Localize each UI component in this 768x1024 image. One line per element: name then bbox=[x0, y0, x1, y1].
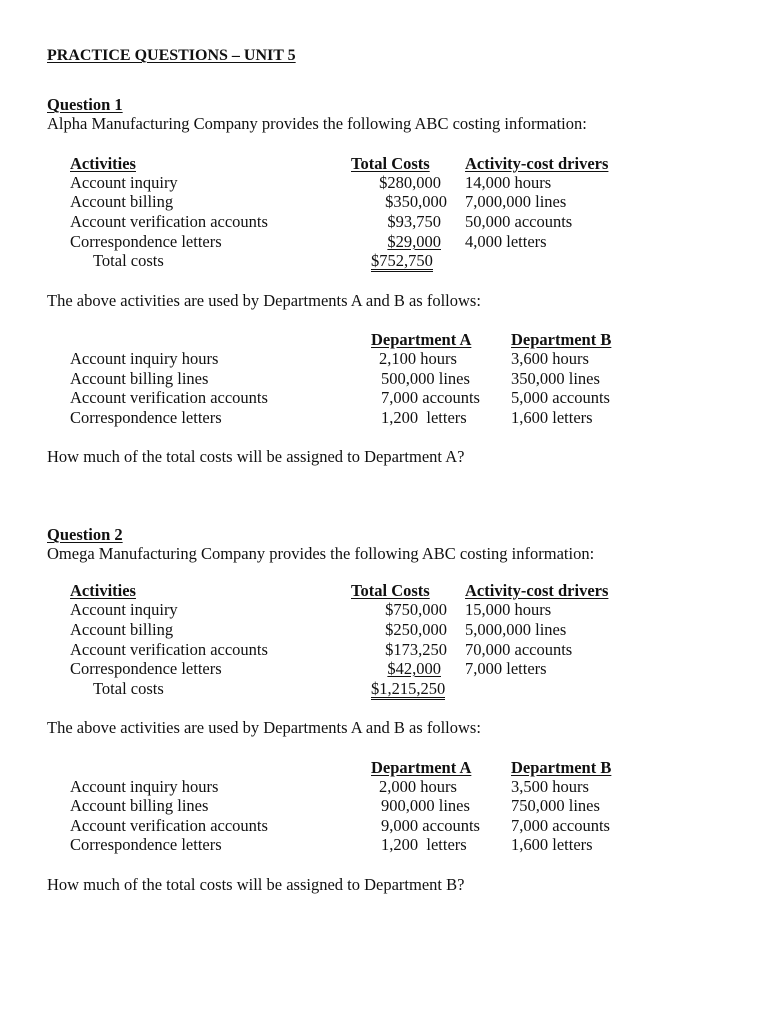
question-heading: Question 1 bbox=[47, 95, 123, 114]
usage-label: Account inquiry hours bbox=[70, 777, 219, 796]
total-costs-label: Total costs bbox=[93, 679, 164, 698]
department-b-value: 3,500 hours bbox=[511, 777, 589, 796]
question-heading: Question 2 bbox=[47, 525, 123, 544]
activities-header: Activities bbox=[70, 581, 136, 600]
activity-label: Account inquiry bbox=[70, 600, 178, 619]
driver-value: 14,000 hours bbox=[465, 173, 552, 192]
total-cost-value: $752,750 bbox=[371, 251, 433, 270]
driver-value: 4,000 letters bbox=[465, 232, 547, 251]
department-a-value: 500,000 lines bbox=[381, 369, 470, 388]
cost-value: $29,000 bbox=[387, 232, 441, 251]
activity-label: Account billing bbox=[70, 620, 174, 639]
activity-label: Correspondence letters bbox=[70, 659, 222, 678]
usage-intro: The above activities are used by Departments A and B as follows: bbox=[47, 291, 481, 310]
driver-value: 50,000 accounts bbox=[465, 212, 573, 231]
usage-label: Account billing lines bbox=[70, 369, 209, 388]
department-a-value: 9,000 accounts bbox=[381, 816, 480, 835]
department-b-value: 1,600 letters bbox=[511, 408, 593, 427]
driver-value: 70,000 accounts bbox=[465, 640, 573, 659]
activity-label: Account billing bbox=[70, 192, 174, 211]
department-a-header: Department A bbox=[371, 330, 472, 349]
activities-header: Activities bbox=[70, 154, 136, 173]
department-a-value: 2,000 hours bbox=[379, 777, 457, 796]
question-prompt: How much of the total costs will be assigned to Department A? bbox=[47, 447, 465, 466]
usage-label: Correspondence letters bbox=[70, 408, 222, 427]
total-costs-header: Total Costs bbox=[351, 154, 430, 173]
usage-label: Account verification accounts bbox=[70, 816, 268, 835]
department-b-value: 7,000 accounts bbox=[511, 816, 610, 835]
department-b-value: 3,600 hours bbox=[511, 349, 589, 368]
activity-label: Account verification accounts bbox=[70, 640, 268, 659]
activity-label: Account verification accounts bbox=[70, 212, 268, 231]
question-prompt: How much of the total costs will be assigned to Department B? bbox=[47, 875, 465, 894]
cost-value: $250,000 bbox=[385, 620, 447, 639]
driver-value: 7,000 letters bbox=[465, 659, 547, 678]
department-b-value: 1,600 letters bbox=[511, 835, 593, 854]
department-a-value: 1,200 letters bbox=[381, 835, 467, 854]
cost-value: $93,750 bbox=[387, 212, 441, 231]
usage-label: Correspondence letters bbox=[70, 835, 222, 854]
cost-value: $750,000 bbox=[385, 600, 447, 619]
department-a-value: 1,200 letters bbox=[381, 408, 467, 427]
page-title: PRACTICE QUESTIONS – UNIT 5 bbox=[47, 47, 296, 64]
activity-label: Account inquiry bbox=[70, 173, 178, 192]
department-a-value: 900,000 lines bbox=[381, 796, 470, 815]
department-b-value: 5,000 accounts bbox=[511, 388, 610, 407]
usage-label: Account verification accounts bbox=[70, 388, 268, 407]
cost-value: $350,000 bbox=[385, 192, 447, 211]
department-b-header: Department B bbox=[511, 330, 612, 349]
department-a-value: 7,000 accounts bbox=[381, 388, 480, 407]
driver-value: 5,000,000 lines bbox=[465, 620, 567, 639]
total-cost-value: $1,215,250 bbox=[371, 679, 446, 698]
department-b-value: 750,000 lines bbox=[511, 796, 600, 815]
usage-label: Account inquiry hours bbox=[70, 349, 219, 368]
department-a-value: 2,100 hours bbox=[379, 349, 457, 368]
department-b-header: Department B bbox=[511, 758, 612, 777]
total-costs-label: Total costs bbox=[93, 251, 164, 270]
question-intro: Omega Manufacturing Company provides the following ABC costing information: bbox=[47, 544, 595, 563]
usage-intro: The above activities are used by Departments A and B as follows: bbox=[47, 718, 481, 737]
total-costs-header: Total Costs bbox=[351, 581, 430, 600]
question-intro: Alpha Manufacturing Company provides the following ABC costing information: bbox=[47, 114, 587, 133]
driver-value: 15,000 hours bbox=[465, 600, 552, 619]
cost-drivers-header: Activity-cost drivers bbox=[465, 154, 609, 173]
driver-value: 7,000,000 lines bbox=[465, 192, 567, 211]
department-b-value: 350,000 lines bbox=[511, 369, 600, 388]
cost-drivers-header: Activity-cost drivers bbox=[465, 581, 609, 600]
cost-value: $280,000 bbox=[379, 173, 441, 192]
cost-value: $42,000 bbox=[387, 659, 441, 678]
department-a-header: Department A bbox=[371, 758, 472, 777]
usage-label: Account billing lines bbox=[70, 796, 209, 815]
activity-label: Correspondence letters bbox=[70, 232, 222, 251]
cost-value: $173,250 bbox=[385, 640, 447, 659]
